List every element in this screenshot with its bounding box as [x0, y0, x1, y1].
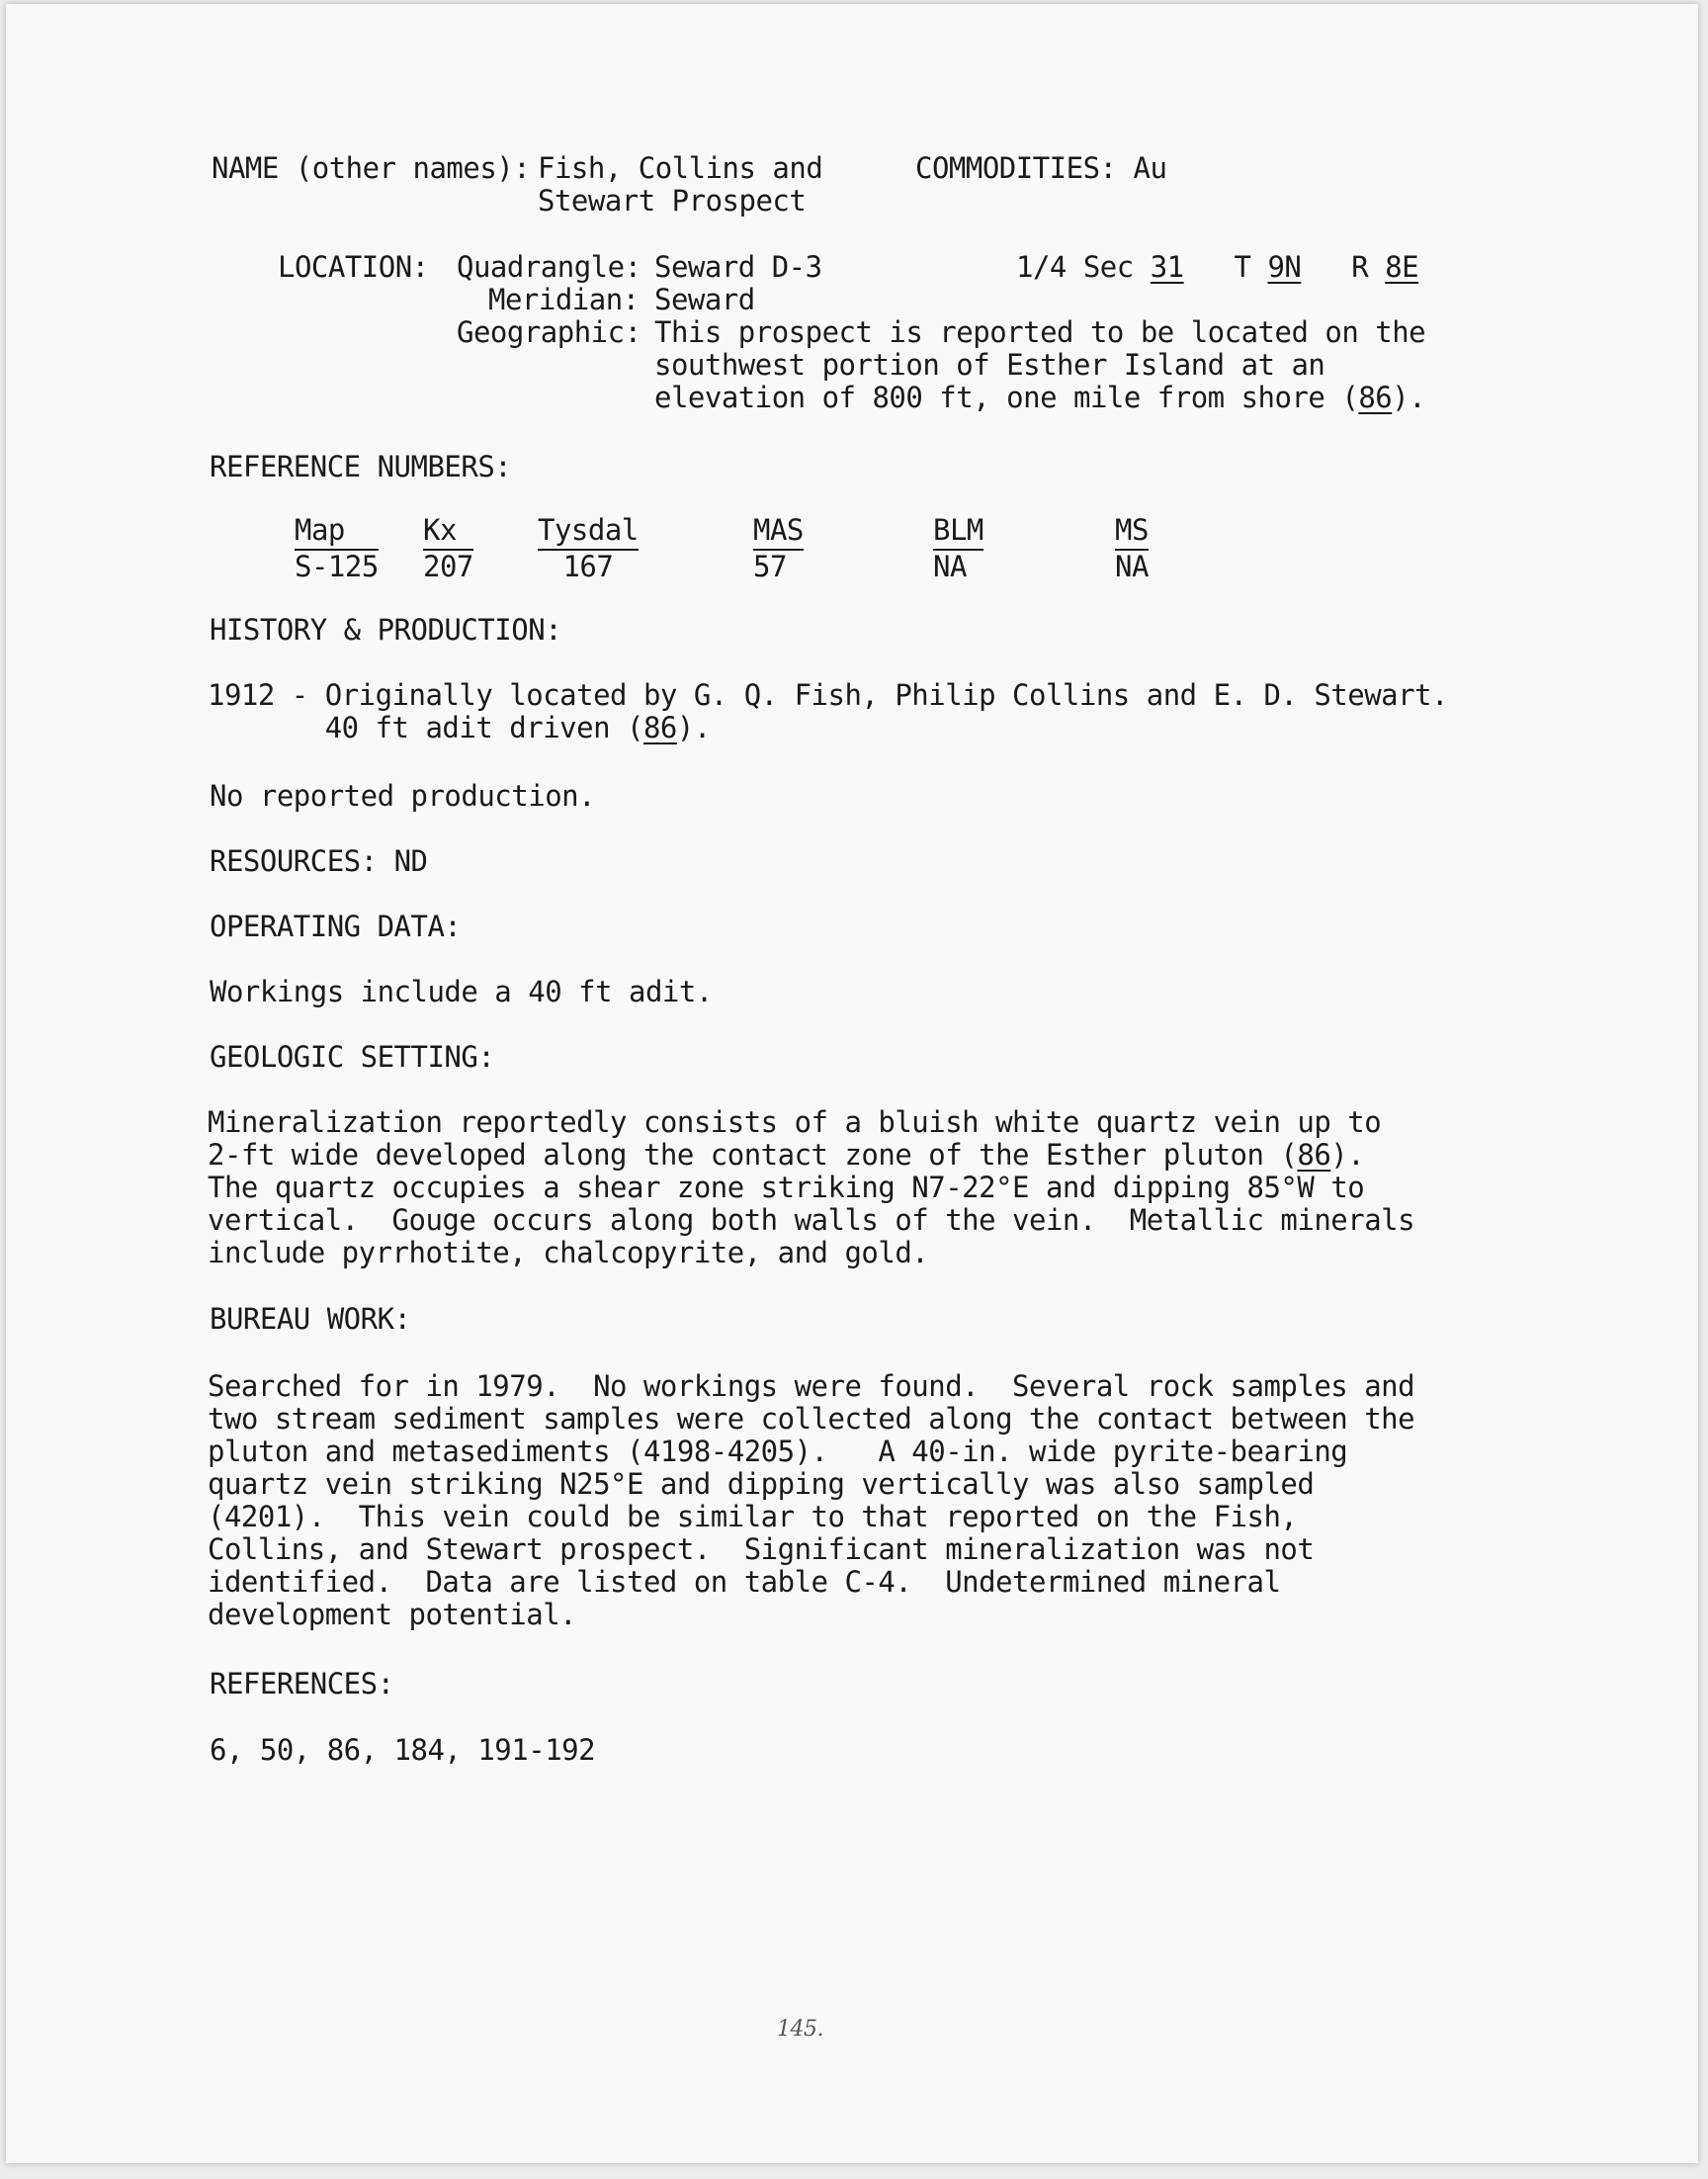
- geographic-line3: [654, 382, 1425, 414]
- resources-label: RESOURCES:: [210, 844, 378, 878]
- range-value: 8E: [1385, 250, 1419, 284]
- name-value-line2: Stewart Prospect: [538, 184, 807, 218]
- bureau-line: Collins, and Stewart prospect. Significant mineralization was not: [208, 1532, 1315, 1566]
- resources: [210, 845, 428, 878]
- name-label: NAME (other names):: [212, 151, 531, 185]
- ref-header: BLM: [933, 514, 983, 551]
- history-ref: 86: [642, 711, 677, 744]
- bureau-line: quartz vein striking N25°E and dipping vertically was also sampled: [208, 1467, 1315, 1501]
- bureau-line: identified. Data are listed on table C-4. Undetermined mineral: [208, 1565, 1281, 1599]
- page-number: 145.: [777, 2017, 823, 2042]
- bureau-work-label: BUREAU WORK:: [210, 1302, 411, 1336]
- range-label: R: [1351, 250, 1369, 284]
- production-text: No reported production.: [210, 779, 596, 813]
- bureau-line: two stream sediment samples were collected along the contact between the: [208, 1402, 1415, 1436]
- commodities: [915, 152, 1166, 185]
- ref-column-map: [295, 514, 379, 583]
- reference-numbers-label: REFERENCE NUMBERS:: [210, 450, 512, 483]
- geologic-line2-text: 2-ft wide developed along the contact zone of the Esther pluton (: [208, 1138, 1298, 1172]
- ref-header: Tysdal: [538, 514, 639, 551]
- ref-value: 167: [562, 550, 614, 583]
- meridian-value: Seward: [654, 283, 755, 316]
- ref-header: Map: [295, 514, 379, 551]
- geographic-line3-end: ).: [1392, 381, 1426, 414]
- geographic-line2: southwest portion of Esther Island at an: [654, 348, 1325, 382]
- ref-header: Kx: [423, 514, 473, 551]
- quadrangle-value: Seward D-3: [654, 250, 822, 284]
- bureau-line: pluton and metasediments (4198-4205). A 40-in. wide pyrite-bearing: [208, 1435, 1348, 1468]
- ref-column-tysdal: [538, 514, 639, 583]
- section-township-range: [1016, 251, 1418, 284]
- quadrangle-label: Quadrangle:: [457, 250, 641, 284]
- operating-data-text: Workings include a 40 ft adit.: [210, 975, 713, 1008]
- references-value: 6, 50, 86, 184, 191-192: [210, 1733, 596, 1767]
- history-line1: 1912 - Originally located by G. Q. Fish, Philip Collins and E. D. Stewart.: [208, 678, 1449, 712]
- location-label: LOCATION:: [278, 250, 429, 284]
- history-line2: [208, 712, 1473, 744]
- ref-column-kx: [423, 514, 473, 583]
- ref-value: 207: [423, 550, 473, 583]
- ref-value: S-125: [295, 550, 379, 583]
- ref-value: NA: [1115, 550, 1149, 583]
- ref-column-blm: [933, 514, 983, 583]
- history-label: HISTORY & PRODUCTION:: [210, 613, 562, 647]
- section-label: 1/4 Sec: [1016, 250, 1134, 284]
- history-line2-text: 40 ft adit driven (: [208, 711, 643, 744]
- geologic-line4: vertical. Gouge occurs along both walls of the vein. Metallic minerals: [208, 1203, 1415, 1237]
- commodities-label: COMMODITIES:: [915, 151, 1117, 185]
- document-page: [6, 4, 1698, 2163]
- meridian-label: Meridian:: [488, 283, 640, 316]
- ref-value: 57: [753, 550, 787, 583]
- bureau-line: development potential.: [208, 1598, 577, 1631]
- name-value-line1: Fish, Collins and: [538, 151, 823, 185]
- ref-value: NA: [933, 550, 967, 583]
- geologic-setting-label: GEOLOGIC SETTING:: [210, 1040, 495, 1074]
- geologic-ref: 86: [1297, 1138, 1331, 1172]
- ref-column-ms: [1115, 514, 1149, 583]
- history-line2-end: ).: [676, 711, 711, 744]
- section-value: 31: [1150, 250, 1184, 284]
- commodities-value: Au: [1133, 151, 1167, 185]
- ref-column-mas: [753, 514, 804, 583]
- bureau-line: (4201). This vein could be similar to that reported on the Fish,: [208, 1500, 1298, 1533]
- township-label: T: [1234, 250, 1251, 284]
- operating-data-label: OPERATING DATA:: [210, 910, 462, 943]
- geologic-line1: Mineralization reportedly consists of a bluish white quartz vein up to: [208, 1105, 1382, 1139]
- geographic-line3-text: elevation of 800 ft, one mile from shore (: [654, 381, 1359, 414]
- geographic-ref: 86: [1358, 381, 1393, 414]
- geologic-line3: The quartz occupies a shear zone striking N7-22°E and dipping 85°W to: [208, 1171, 1365, 1204]
- bureau-line: Searched for in 1979. No workings were found. Several rock samples and: [208, 1369, 1415, 1403]
- geologic-line2-end: ).: [1330, 1138, 1365, 1172]
- geologic-line5: include pyrrhotite, chalcopyrite, and gold.: [208, 1236, 929, 1269]
- geographic-line1: This prospect is reported to be located on the: [654, 315, 1426, 349]
- resources-value: ND: [393, 844, 428, 878]
- geologic-line2: [208, 1139, 1473, 1172]
- township-value: 9N: [1267, 250, 1302, 284]
- geographic-label: Geographic:: [457, 315, 641, 349]
- ref-header: MS: [1115, 514, 1149, 551]
- ref-header: MAS: [753, 514, 804, 551]
- references-label: REFERENCES:: [210, 1667, 394, 1700]
